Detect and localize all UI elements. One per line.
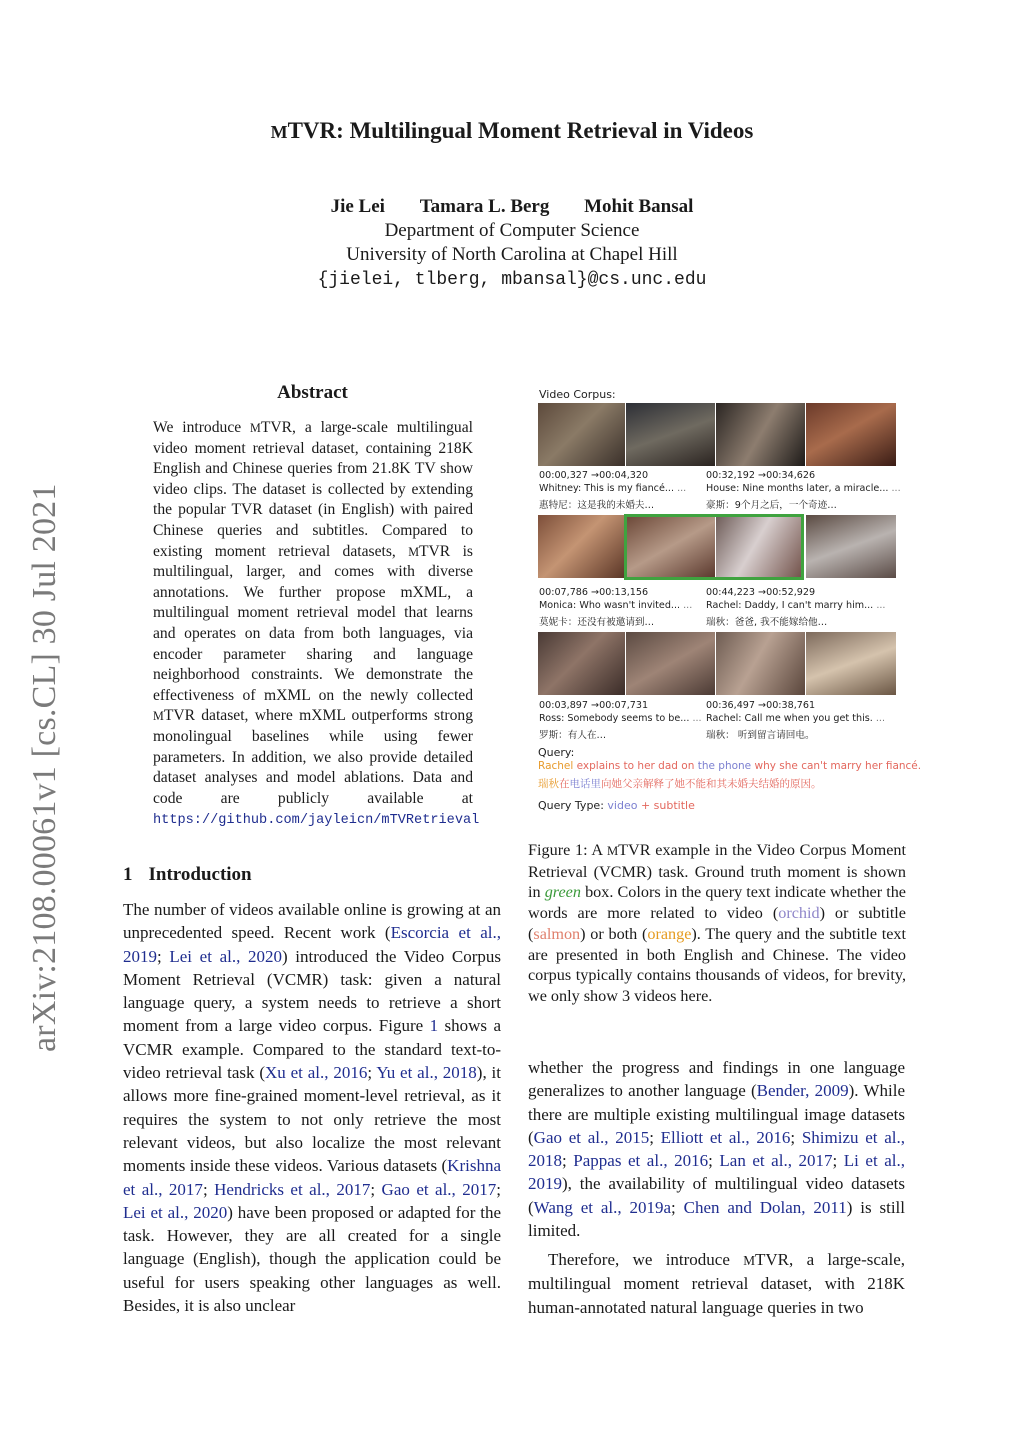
citation-link[interactable]: Gao et al., 2015 xyxy=(533,1127,650,1147)
figure-1-caption xyxy=(528,840,906,1007)
text-span: TVR, a large-scale, multilingual moment retrieval dataset, with 218K human-annotated natural language queries in two xyxy=(528,1250,905,1317)
arxiv-identifier-stamp: arXiv:2108.00061v1 [cs.CL] 30 Jul 2021 xyxy=(26,483,63,1052)
clip-timestamp: 00:32,192 →00:34,626 xyxy=(706,470,816,481)
query-label: Query: xyxy=(538,746,575,759)
clip-subtitle-zh: 豪斯：9个月之后，一个奇迹… xyxy=(706,500,837,511)
citation-link[interactable]: Chen and Dolan, 2011 xyxy=(683,1197,847,1217)
clip-timestamp: 00:07,786 →00:13,156 xyxy=(539,587,649,598)
text-span: ; xyxy=(832,1151,844,1171)
text-span: ). While there are multiple existing multilingual image datasets ( xyxy=(528,1081,905,1147)
citation-link[interactable]: Xu et al., 2016 xyxy=(265,1063,368,1083)
clip-timestamp: 00:03,897 →00:07,731 xyxy=(539,700,649,711)
caption-color-salmon: salmon xyxy=(533,924,581,943)
citation-link[interactable]: Wang et al., 2019a xyxy=(533,1197,672,1217)
query-word-subtitle: 向她父亲解释了她不能和其未婚夫结婚的原因。 xyxy=(601,778,822,790)
email-text: {jielei, tlberg, mbansal}@cs.unc.edu xyxy=(317,270,707,290)
clip-subtitle-zh: 惠特尼：这是我的未婚夫… xyxy=(539,500,655,511)
query-text-english xyxy=(538,760,921,772)
query-word-both: Rachel xyxy=(538,760,574,772)
abstract-heading: Abstract xyxy=(277,382,348,403)
clip-subtitle-en xyxy=(706,713,885,724)
intro-paragraph xyxy=(123,898,501,1317)
clip-subtitle-zh: 莫妮卡：还没有被邀请到… xyxy=(539,617,655,628)
smallcaps-m: M xyxy=(250,421,261,435)
text-span: ; xyxy=(157,946,170,966)
section-title: Introduction xyxy=(148,864,252,885)
query-text-chinese xyxy=(538,776,822,791)
citation-link[interactable]: Lei et al., 2020 xyxy=(123,1202,228,1222)
video-corpus-label: Video Corpus: xyxy=(539,388,616,401)
text-span: ; xyxy=(708,1151,720,1171)
citation-link[interactable]: Li et al., 2019 xyxy=(528,1151,906,1194)
clip-subtitle-en xyxy=(539,713,702,724)
text-span: ) is still limited. xyxy=(528,1197,905,1241)
query-word-both: 瑞秋 xyxy=(538,778,559,790)
video-frame-thumbnail xyxy=(538,403,625,466)
section-heading-introduction xyxy=(123,864,252,886)
video-frame-thumbnail xyxy=(716,632,805,695)
citation-link[interactable]: Pappas et al., 2016 xyxy=(573,1151,709,1171)
abstract-span: We introduce xyxy=(153,419,251,436)
affiliation-department: Department of Computer Science xyxy=(384,220,640,241)
subtitle-text: Whitney: This is my fiancé... xyxy=(539,483,675,494)
text-span: Therefore, we introduce xyxy=(548,1250,744,1269)
video-frame-thumbnail xyxy=(806,632,896,695)
author-name: Tamara L. Berg xyxy=(419,196,550,217)
github-link[interactable]: https://github.com/jayleicn/mTVRetrieval xyxy=(153,813,480,829)
ellipsis: ... xyxy=(891,483,901,494)
query-type-subtitle: subtitle xyxy=(653,799,695,812)
title-smallcaps-m: M xyxy=(270,122,288,142)
subtitle-text: Monica: Who wasn't invited... xyxy=(539,600,681,611)
video-frame-thumbnail xyxy=(538,632,625,695)
subtitle-text: Ross: Somebody seems to be... xyxy=(539,713,690,724)
clip-subtitle-zh: 罗斯：有人在… xyxy=(539,730,607,741)
text-span: whether the progress and findings in one language generalizes to another language ( xyxy=(528,1058,905,1101)
abstract-span: TVR, a large-scale multilingual video moment retrieval dataset, containing 218K English and Chinese queries from 21.8K TV show video clips. The dataset is collected by extending the popular TVR dataset (in English) with paired Chinese queries and subtitles. Compared to existing moment retrieval datasets, xyxy=(153,419,473,560)
text-span: ; xyxy=(202,1179,215,1199)
title-text: TVR: Multilingual Moment Retrieval in Videos xyxy=(287,118,754,143)
caption-span: Figure 1: A xyxy=(528,841,607,859)
ellipsis: ... xyxy=(683,600,693,611)
clip-subtitle-en xyxy=(539,600,692,611)
query-type-plus: + xyxy=(637,799,654,812)
citation-link[interactable]: Shimizu et al., 2018 xyxy=(528,1127,905,1171)
video-frame-thumbnail xyxy=(716,403,805,466)
citation-link[interactable]: Krishna et al., 2017 xyxy=(123,1156,501,1199)
author-list xyxy=(0,196,1024,218)
text-span: shows a VCMR example. Compared to the standard text-to-video retrieval task ( xyxy=(123,1016,501,1083)
video-frame-thumbnail xyxy=(806,515,896,578)
text-span: ) have been proposed or adapted for the task. However, they are all created for a single language (English), though the application could be useful for users speaking other languages as well. Besides, it is also unclear xyxy=(123,1202,501,1316)
clip-timestamp: 00:00,327 →00:04,320 xyxy=(539,470,649,481)
video-frame-thumbnail xyxy=(538,515,625,578)
abstract-span: TVR dataset, where mXML outperforms strong monolingual baselines while using fewer parameters. In addition, we also provide detailed dataset analyses and model ablations. Data and code are publicly available at xyxy=(153,707,473,807)
subtitle-text: House: Nine months later, a miracle... xyxy=(706,483,889,494)
citation-link[interactable]: Gao et al., 2017 xyxy=(381,1179,497,1199)
citation-link[interactable]: Yu et al., 2018 xyxy=(376,1063,477,1083)
video-frame-thumbnail xyxy=(626,403,715,466)
subtitle-text: Rachel: Call me when you get this. xyxy=(706,713,873,724)
query-word-video: 电话里 xyxy=(569,778,601,790)
intro-paragraph-right-2 xyxy=(528,1248,905,1319)
text-span: ; xyxy=(649,1127,661,1147)
text-span: ), the availability of multilingual video datasets ( xyxy=(528,1174,905,1217)
text-span: ; xyxy=(562,1151,574,1171)
intro-paragraph-right xyxy=(528,1056,905,1242)
video-frame-thumbnail xyxy=(626,632,715,695)
video-frame-thumbnail xyxy=(806,403,896,466)
ellipsis: ... xyxy=(875,713,886,724)
citation-link[interactable]: Bender, 2009 xyxy=(756,1081,849,1101)
author-name: Mohit Bansal xyxy=(584,196,694,217)
caption-span: ) or subtitle ( xyxy=(528,904,906,943)
clip-subtitle-en xyxy=(706,483,901,494)
smallcaps-m: M xyxy=(743,1253,756,1268)
abstract-span: TVR is multilingual, larger, and comes with diverse annotations. We further propose mXML, a multilingual moment retrieval model that learns and operates on data from both languages, via encoder parameter sharing and language neighborhood constraints. We demonstrate the effectiveness of mXML on the newly collected xyxy=(153,542,473,704)
query-type-video: video xyxy=(607,799,638,812)
caption-span: ). The query and the subtitle text are presented in both English and Chinese. The video corpus typically contains thousands of videos, for brevity, we only show 3 videos here. xyxy=(528,924,906,1005)
clip-timestamp: 00:36,497 →00:38,761 xyxy=(706,700,816,711)
text-span: ; xyxy=(367,1063,377,1083)
query-type-label: Query Type: xyxy=(538,799,604,812)
paper-title xyxy=(0,118,1024,144)
abstract-text xyxy=(153,418,480,832)
query-word-subtitle: 在 xyxy=(559,778,570,790)
citation-link[interactable]: Escorcia et al., 2019 xyxy=(123,923,501,966)
subtitle-text: Rachel: Daddy, I can't marry him... xyxy=(706,600,874,611)
query-word-video: the phone xyxy=(697,760,752,772)
clip-subtitle-zh: 瑞秋： 听到留言请回电。 xyxy=(706,730,815,741)
author-emails xyxy=(0,268,1024,290)
caption-span: ) or both ( xyxy=(580,924,648,943)
section-number: 1 xyxy=(123,864,133,885)
affiliation-university: University of North Carolina at Chapel Hill xyxy=(346,244,678,265)
clip-subtitle-en xyxy=(706,600,885,611)
caption-span: box. Colors in the query text indicate whether the words are more related to video ( xyxy=(528,883,906,923)
smallcaps-m: M xyxy=(408,544,420,559)
citation-link[interactable]: Elliott et al., 2016 xyxy=(660,1127,791,1147)
clip-timestamp: 00:44,223 →00:52,929 xyxy=(706,587,816,598)
query-type-line xyxy=(538,799,695,812)
citation-link[interactable]: Lei et al., 2020 xyxy=(169,946,282,966)
caption-color-orchid: orchid xyxy=(778,904,820,923)
text-span: ; xyxy=(496,1179,501,1199)
citation-link[interactable]: Hendricks et al., 2017 xyxy=(214,1179,371,1199)
smallcaps-m: M xyxy=(153,709,164,724)
citation-link[interactable]: Lan et al., 2017 xyxy=(719,1151,833,1171)
ellipsis: ... xyxy=(876,600,886,611)
query-word-subtitle: why she can't marry her fiancé. xyxy=(751,760,922,772)
smallcaps-m: M xyxy=(606,844,619,858)
query-word-subtitle: explains to her dad on xyxy=(573,760,698,772)
caption-color-orange: orange xyxy=(647,924,692,943)
ellipsis: ... xyxy=(692,713,702,724)
clip-subtitle-en xyxy=(539,483,686,494)
text-span: ), it allows more fine-grained moment-level retrieval, as it requires the system to not only retrieve the most relevant videos, but also localize the most relevant moments inside these videos. Various datasets ( xyxy=(123,1063,502,1176)
author-name: Jie Lei xyxy=(330,196,385,217)
figure-ref-link[interactable]: 1 xyxy=(429,1016,439,1036)
figure-1 xyxy=(537,386,922,818)
text-span: ) introduced the Video Corpus Moment Retrieval (VCMR) task: given a natural language query, a system needs to retrieve a short moment from a large video corpus. Figure xyxy=(123,946,501,1036)
text-span: ; xyxy=(671,1197,684,1217)
caption-color-green: green xyxy=(544,883,581,902)
text-span: ; xyxy=(370,1179,382,1199)
text-span: ; xyxy=(790,1127,802,1147)
text-span: The number of videos available online is growing at an unprecedented speed. Recent work ( xyxy=(123,900,501,943)
caption-span: TVR example in the Video Corpus Moment Retrieval (VCMR) task. Ground truth moment is shown in xyxy=(528,841,906,902)
ellipsis: ... xyxy=(677,483,687,494)
clip-subtitle-zh: 瑞秋：爸爸, 我不能嫁给他… xyxy=(706,617,828,628)
ground-truth-moment-box xyxy=(624,514,804,580)
